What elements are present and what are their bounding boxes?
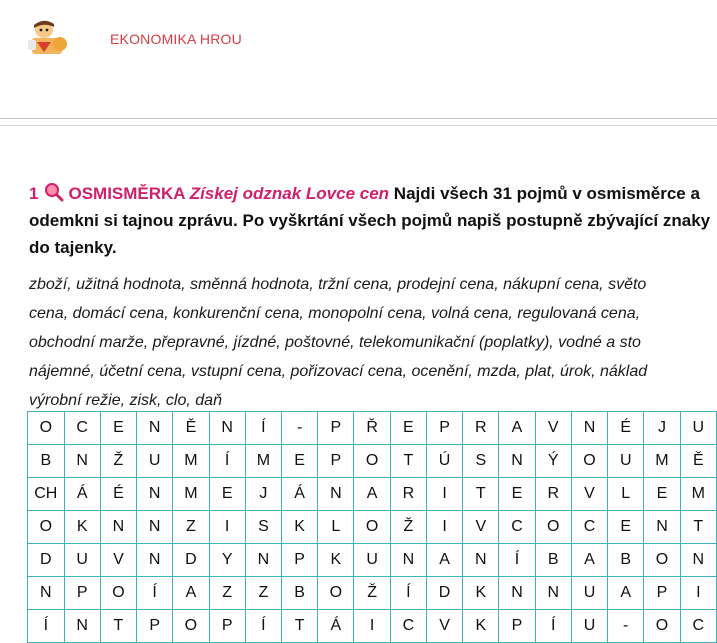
grid-cell[interactable]: D [426, 577, 462, 610]
grid-cell[interactable]: K [64, 511, 100, 544]
grid-cell[interactable]: P [644, 577, 680, 610]
grid-cell[interactable]: Í [245, 412, 281, 445]
grid-cell[interactable]: - [608, 610, 644, 643]
grid-cell[interactable]: K [463, 577, 499, 610]
grid-cell[interactable]: R [463, 412, 499, 445]
grid-cell[interactable]: N [499, 577, 535, 610]
grid-cell[interactable]: N [644, 511, 680, 544]
grid-cell[interactable]: V [426, 610, 462, 643]
cartoon-character-logo[interactable] [26, 16, 70, 56]
grid-cell[interactable]: J [245, 478, 281, 511]
grid-cell[interactable]: A [426, 544, 462, 577]
grid-cell[interactable]: O [318, 577, 354, 610]
grid-cell[interactable]: Z [173, 511, 209, 544]
grid-cell[interactable]: L [318, 511, 354, 544]
grid-cell[interactable]: E [100, 412, 136, 445]
grid-cell[interactable]: Ě [680, 445, 716, 478]
terms-line: nájemné, účetní cena, vstupní cena, pořizovací cena, ocenění, mzda, plat, úrok, náklad [29, 363, 648, 380]
grid-cell[interactable]: N [390, 544, 426, 577]
grid-cell[interactable]: Ž [354, 577, 390, 610]
grid-cell[interactable]: Á [282, 478, 318, 511]
grid-cell[interactable]: Z [245, 577, 281, 610]
grid-cell[interactable]: T [390, 445, 426, 478]
grid-cell[interactable]: A [354, 478, 390, 511]
task-number: 1 [29, 184, 39, 203]
grid-cell[interactable]: E [282, 445, 318, 478]
grid-cell[interactable]: Í [245, 610, 281, 643]
grid-row [28, 412, 717, 445]
grid-cell[interactable]: Ú [426, 445, 462, 478]
grid-cell[interactable]: N [318, 478, 354, 511]
grid-cell[interactable]: Í [28, 610, 65, 643]
grid-cell[interactable]: O [28, 511, 65, 544]
task-line-3: do tajenky. [29, 238, 117, 257]
grid-cell[interactable]: I [209, 511, 245, 544]
grid-cell[interactable]: N [209, 412, 245, 445]
grid-cell[interactable]: M [680, 478, 716, 511]
task-title: OSMISMĚRKA [68, 184, 185, 203]
grid-cell[interactable]: P [318, 412, 354, 445]
grid-cell[interactable]: V [100, 544, 136, 577]
grid-cell[interactable]: N [64, 445, 100, 478]
task-line-2: odemkni si tajnou zprávu. Po vyškrtání všech pojmů napiš postupně zbývající znaky [29, 211, 711, 230]
grid-cell[interactable]: P [426, 412, 462, 445]
grid-cell[interactable]: N [137, 511, 173, 544]
grid-row [28, 577, 717, 610]
grid-cell[interactable]: B [535, 544, 571, 577]
grid-cell[interactable]: O [644, 544, 680, 577]
site-header [0, 0, 717, 118]
grid-cell[interactable]: N [137, 478, 173, 511]
grid-cell[interactable]: U [64, 544, 100, 577]
grid-row [28, 544, 717, 577]
grid-cell[interactable]: S [245, 511, 281, 544]
grid-cell[interactable]: O [100, 577, 136, 610]
terms-line: cena, domácí cena, konkurenční cena, monopolní cena, volná cena, regulovaná cena, [29, 305, 641, 322]
terms-line: obchodní marže, přepravné, jízdné, poštovné, telekomunikační (poplatky), vodné a sto [29, 334, 641, 351]
grid-cell[interactable]: O [354, 445, 390, 478]
grid-cell[interactable]: T [100, 610, 136, 643]
grid-cell[interactable]: T [282, 610, 318, 643]
task-text-1: Najdi všech 31 pojmů v osmisměrce a [393, 184, 700, 203]
grid-cell[interactable]: É [608, 412, 644, 445]
grid-cell[interactable]: L [608, 478, 644, 511]
grid-cell[interactable]: Ř [354, 412, 390, 445]
grid-cell[interactable]: É [100, 478, 136, 511]
grid-cell[interactable]: I [426, 511, 462, 544]
brand-link[interactable]: EKONOMIKA HROU [110, 31, 242, 47]
grid-cell[interactable]: P [64, 577, 100, 610]
grid-cell[interactable]: P [209, 610, 245, 643]
grid-cell[interactable]: N [535, 577, 571, 610]
header-divider [0, 118, 717, 119]
grid-cell[interactable]: Í [499, 544, 535, 577]
grid-cell[interactable]: I [426, 478, 462, 511]
grid-cell[interactable]: M [173, 445, 209, 478]
grid-cell[interactable]: K [282, 511, 318, 544]
grid-cell[interactable]: D [28, 544, 65, 577]
grid-cell[interactable]: U [608, 445, 644, 478]
grid-cell[interactable]: M [644, 445, 680, 478]
grid-cell[interactable]: C [390, 610, 426, 643]
grid-cell[interactable]: O [644, 610, 680, 643]
grid-row [28, 478, 717, 511]
grid-cell[interactable]: U [680, 412, 716, 445]
grid-cell[interactable]: - [282, 412, 318, 445]
grid-cell[interactable]: Á [64, 478, 100, 511]
grid-cell[interactable]: O [173, 610, 209, 643]
task-line-1 [29, 180, 717, 207]
grid-cell[interactable]: C [680, 610, 716, 643]
grid-cell[interactable]: C [499, 511, 535, 544]
task-subtitle: Získej odznak Lovce cen [189, 184, 390, 203]
grid-cell[interactable]: A [499, 412, 535, 445]
grid-cell[interactable]: M [173, 478, 209, 511]
grid-cell[interactable]: J [644, 412, 680, 445]
magnifier-icon [44, 182, 64, 202]
grid-row [28, 610, 717, 643]
grid-cell[interactable]: Y [209, 544, 245, 577]
header-divider-secondary [0, 125, 717, 126]
grid-cell[interactable]: O [354, 511, 390, 544]
grid-cell[interactable]: R [390, 478, 426, 511]
grid-cell[interactable]: N [137, 544, 173, 577]
grid-cell[interactable]: N [245, 544, 281, 577]
grid-cell[interactable]: E [390, 412, 426, 445]
grid-cell[interactable]: U [137, 445, 173, 478]
grid-cell[interactable]: C [64, 412, 100, 445]
grid-cell[interactable]: N [100, 511, 136, 544]
grid-cell[interactable]: O [535, 511, 571, 544]
grid-cell[interactable]: N [463, 544, 499, 577]
grid-cell[interactable]: U [354, 544, 390, 577]
grid-cell[interactable]: E [499, 478, 535, 511]
grid-cell[interactable]: I [680, 577, 716, 610]
grid-cell[interactable]: P [318, 445, 354, 478]
grid-cell[interactable]: U [571, 610, 607, 643]
grid-cell[interactable]: Í [209, 445, 245, 478]
grid-cell[interactable]: CH [28, 478, 65, 511]
grid-cell[interactable]: P [499, 610, 535, 643]
grid-cell[interactable]: Ž [100, 445, 136, 478]
grid-cell[interactable]: B [608, 544, 644, 577]
grid-cell[interactable]: Ž [390, 511, 426, 544]
grid-cell[interactable]: A [571, 544, 607, 577]
grid-cell[interactable]: U [571, 577, 607, 610]
grid-cell[interactable]: N [571, 412, 607, 445]
grid-cell[interactable]: Í [137, 577, 173, 610]
grid-cell[interactable]: N [64, 610, 100, 643]
grid-cell[interactable]: A [608, 577, 644, 610]
grid-cell[interactable]: O [28, 412, 65, 445]
grid-cell[interactable]: T [463, 478, 499, 511]
grid-cell[interactable]: Ý [535, 445, 571, 478]
grid-cell[interactable]: C [571, 511, 607, 544]
grid-cell[interactable]: Z [209, 577, 245, 610]
grid-cell[interactable]: B [28, 445, 65, 478]
grid-cell[interactable]: R [535, 478, 571, 511]
task-instructions [29, 180, 717, 261]
grid-cell[interactable]: A [173, 577, 209, 610]
grid-cell[interactable]: D [173, 544, 209, 577]
grid-cell[interactable]: Í [390, 577, 426, 610]
grid-cell[interactable]: P [282, 544, 318, 577]
grid-cell[interactable]: E [608, 511, 644, 544]
grid-cell[interactable]: B [282, 577, 318, 610]
grid-cell[interactable]: T [680, 511, 716, 544]
grid-cell[interactable]: Á [318, 610, 354, 643]
grid-cell[interactable]: M [245, 445, 281, 478]
terms-list [29, 270, 717, 415]
grid-cell[interactable]: K [318, 544, 354, 577]
grid-cell[interactable]: Í [535, 610, 571, 643]
grid-cell[interactable]: K [463, 610, 499, 643]
grid-cell[interactable]: E [209, 478, 245, 511]
grid-cell[interactable]: V [535, 412, 571, 445]
terms-line: zboží, užitná hodnota, směnná hodnota, tržní cena, prodejní cena, nákupní cena, světo [29, 276, 647, 293]
grid-cell[interactable]: N [137, 412, 173, 445]
grid-cell[interactable]: N [499, 445, 535, 478]
grid-cell[interactable]: N [680, 544, 716, 577]
grid-cell[interactable]: S [463, 445, 499, 478]
grid-cell[interactable]: N [28, 577, 65, 610]
terms-line: výrobní režie, zisk, clo, daň [29, 392, 222, 409]
grid-cell[interactable]: P [137, 610, 173, 643]
grid-cell[interactable]: E [644, 478, 680, 511]
grid-row [28, 511, 717, 544]
grid-cell[interactable]: V [571, 478, 607, 511]
grid-cell[interactable]: Ě [173, 412, 209, 445]
grid-cell[interactable]: O [571, 445, 607, 478]
grid-row [28, 445, 717, 478]
grid-cell[interactable]: V [463, 511, 499, 544]
grid-cell[interactable]: I [354, 610, 390, 643]
word-search-grid [27, 411, 717, 643]
